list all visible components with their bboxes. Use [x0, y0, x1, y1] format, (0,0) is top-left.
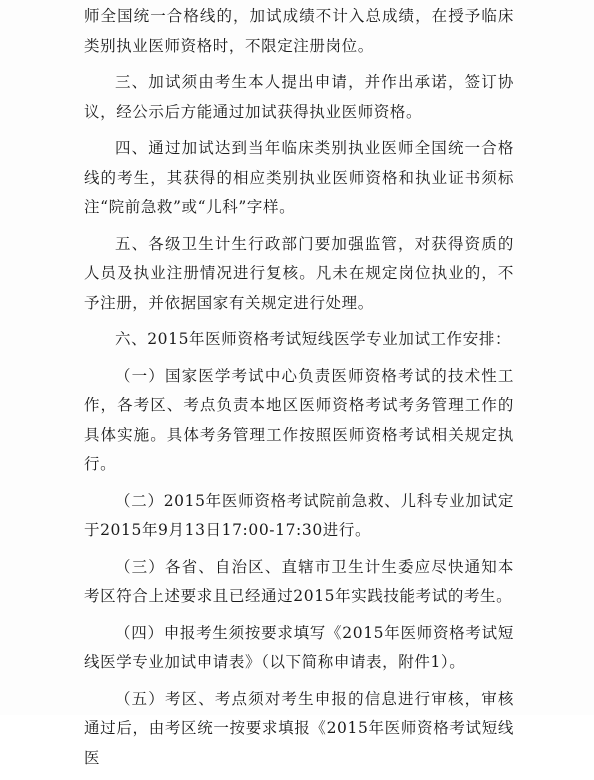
paragraph: （三）各省、自治区、直辖市卫生计生委应尽快通知本考区符合上述要求且已经通过2015年实践技能考试的考生。	[84, 557, 514, 605]
paragraph: 五、各级卫生计生行政部门要加强监管，对获得资质的人员及执业注册情况进行复核。凡未在规定岗位执业的，不予注册，并依据国家有关规定进行处理。	[84, 234, 514, 312]
paragraph: 三、加试须由考生本人提出申请，并作出承诺，签订协议，经公示后方能通过加试获得执业医师资格。	[84, 73, 514, 121]
paragraph: （四）申报考生须按要求填写《2015年医师资格考试短线医学专业加试申请表》（以下简称申请表，附件1）。	[84, 623, 514, 671]
document-body	[84, 2, 514, 780]
paragraph: （二）2015年医师资格考试院前急救、儿科专业加试定于2015年9月13日17:00-17:30进行。	[84, 491, 514, 539]
paragraph: （一）国家医学考试中心负责医师资格考试的技术性工作，各考区、考点负责本地区医师资格考试考务管理工作的具体实施。具体考务管理工作按照医师资格考试相关规定执行。	[84, 366, 514, 473]
paragraph: （五）考区、考点须对考生申报的信息进行审核，审核通过后，由考区统一按要求填报《2015年医师资格考试短线医	[84, 689, 514, 767]
paragraph: 师全国统一合格线的，加试成绩不计入总成绩，在授予临床类别执业医师资格时，不限定注册岗位。	[84, 7, 514, 55]
paragraph: 四、通过加试达到当年临床类别执业医师全国统一合格线的考生，其获得的相应类别执业医师资格和执业证书须标注“院前急救”或“儿科”字样。	[84, 139, 514, 216]
paragraph: 六、2015年医师资格考试短线医学专业加试工作安排：	[115, 330, 512, 348]
